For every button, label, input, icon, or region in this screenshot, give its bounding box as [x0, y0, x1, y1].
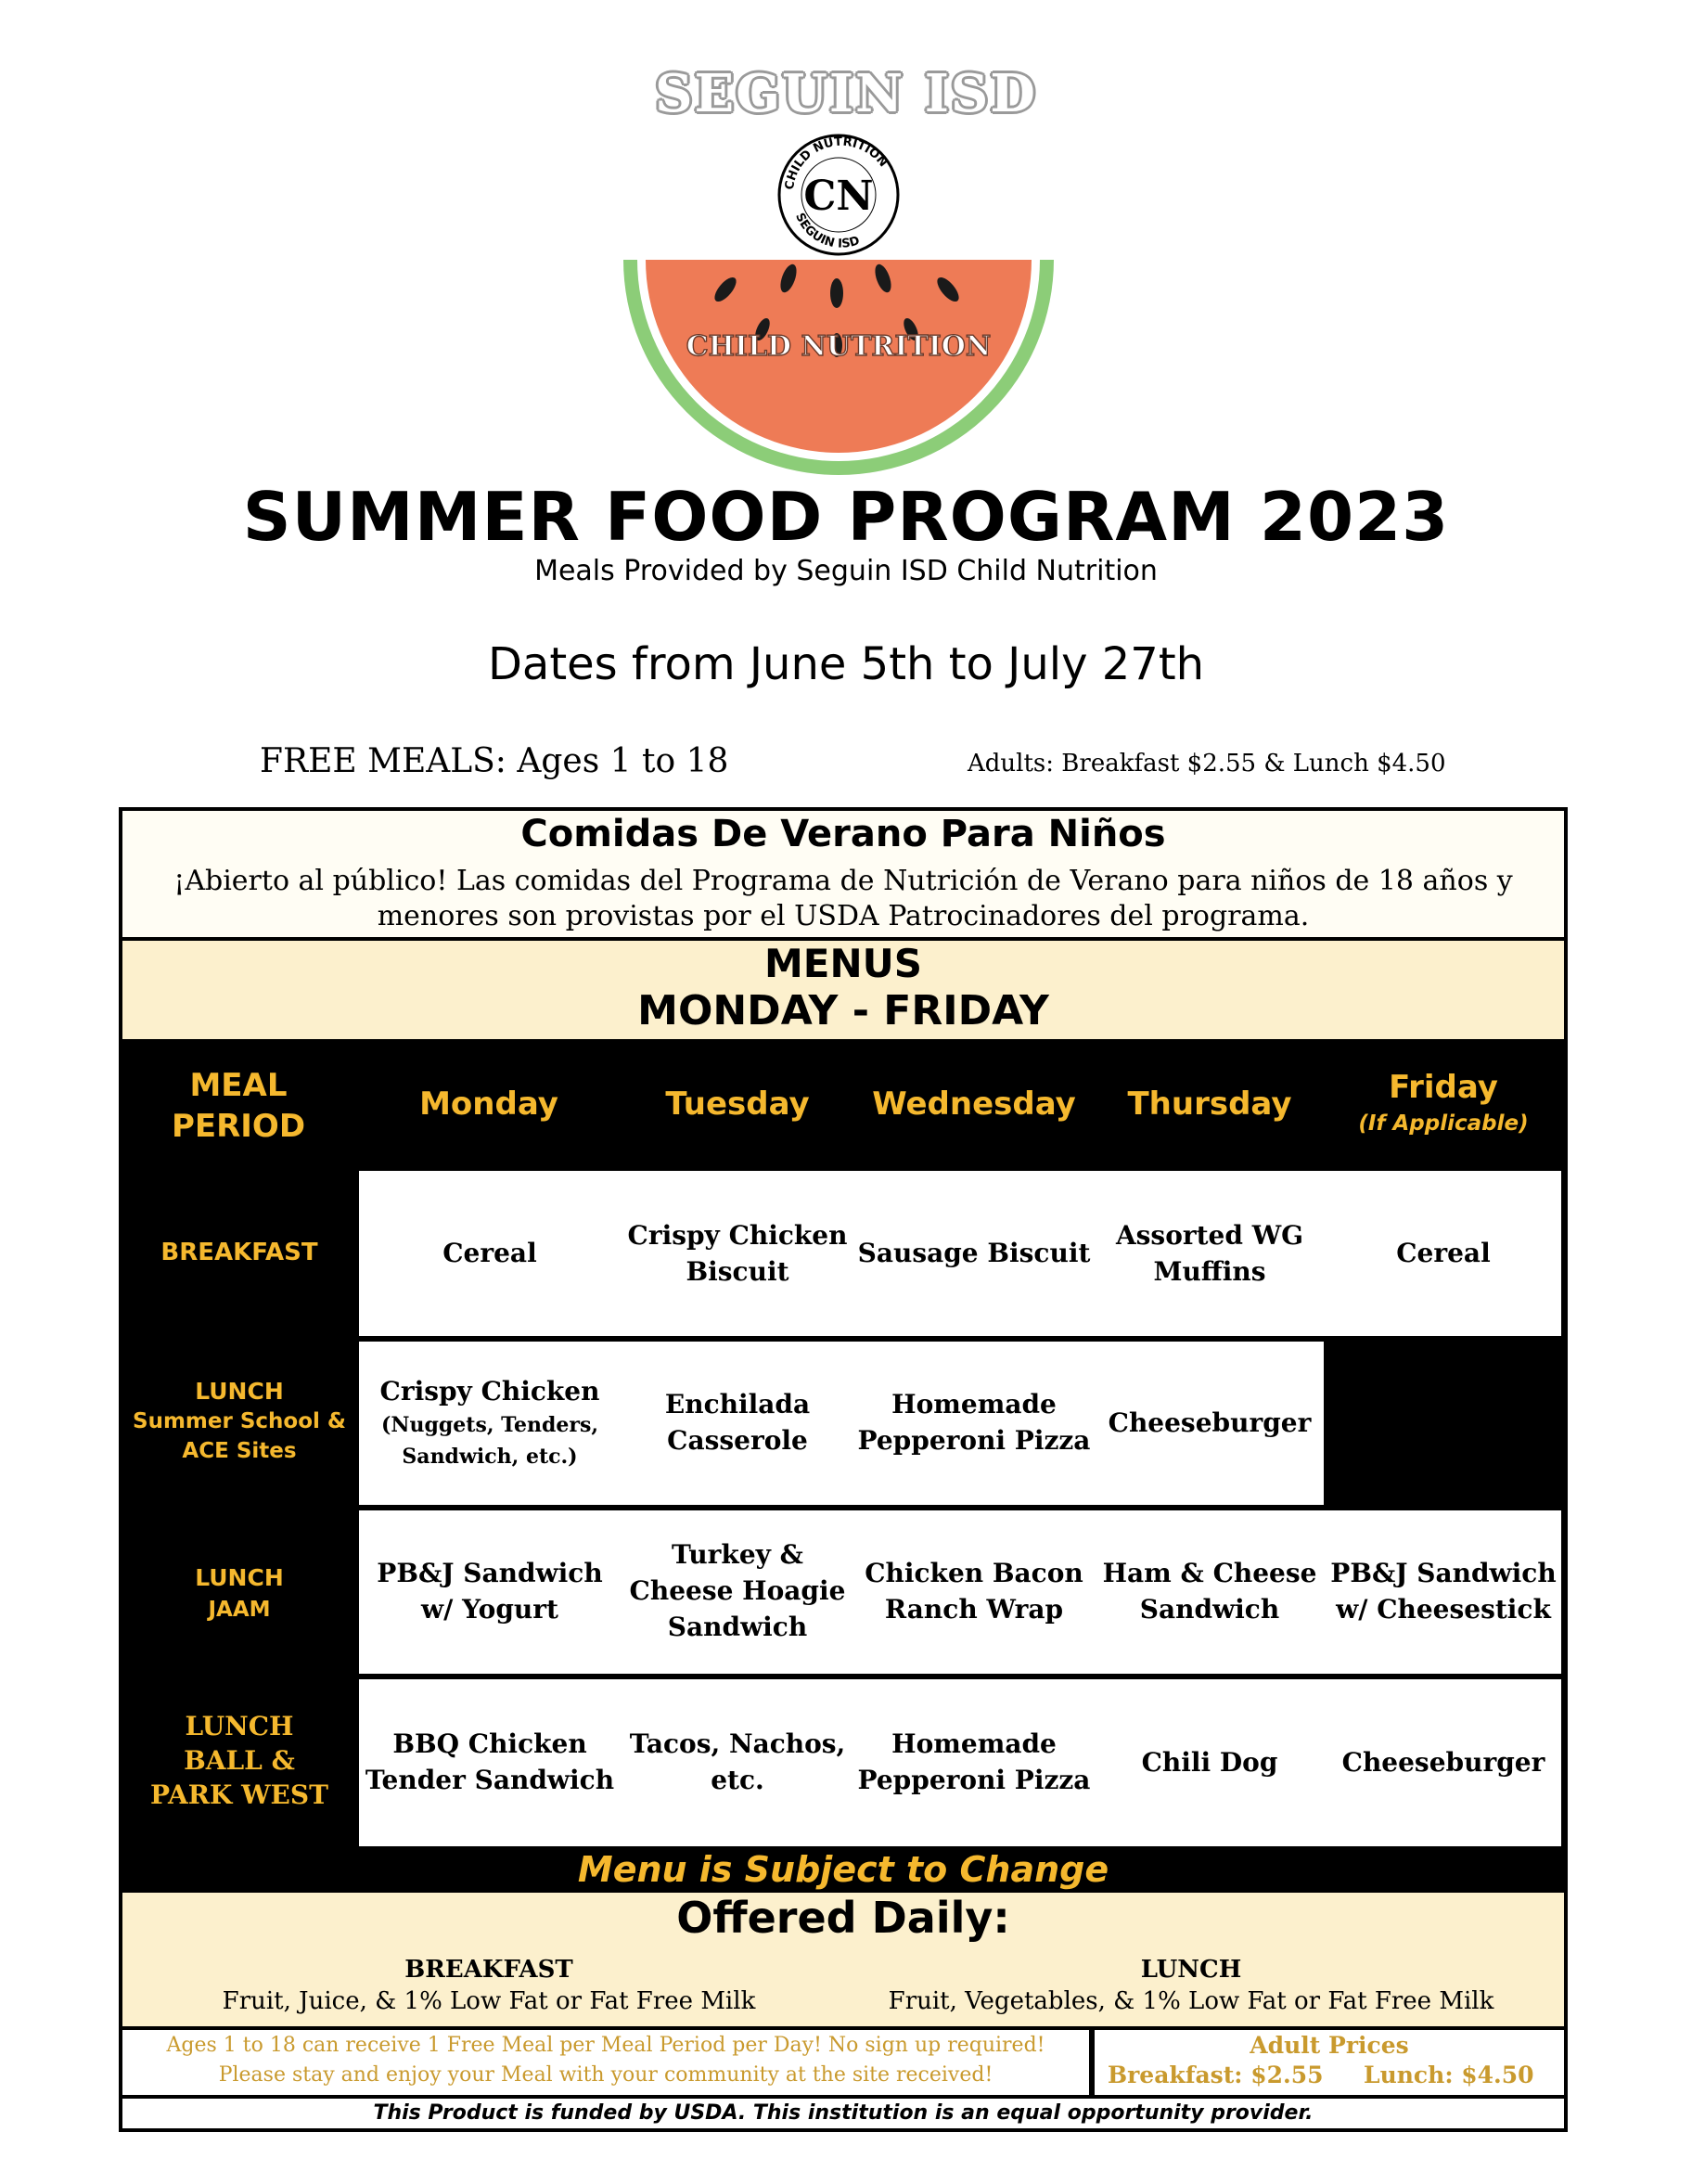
menu-cell: Chili Dog	[1141, 1747, 1278, 1778]
menu-cell: Turkey & Cheese Hoagie Sandwich	[629, 1539, 846, 1642]
brand-title: SEGUIN ISD	[655, 63, 1037, 124]
menu-cell: Homemade Pepperoni Pizza	[857, 1389, 1091, 1456]
badge-bottom-text: SEGUIN ISD	[792, 211, 862, 251]
menu-cell: Cheeseburger	[1341, 1747, 1545, 1778]
menu-cell: Homemade Pepperoni Pizza	[857, 1728, 1091, 1795]
child-nutrition-logo	[0, 0, 1692, 482]
footer-note-line1: Ages 1 to 18 can receive 1 Free Meal per Meal Period per Day! No sign up required!	[166, 2034, 1045, 2057]
menus-title: MENUS	[764, 941, 922, 986]
offered-breakfast-label: BREAKFAST	[404, 1956, 573, 1984]
menu-cell: Cereal	[1396, 1238, 1491, 1268]
watermelon-label: CHILD NUTRITION	[686, 330, 992, 363]
badge-top-text: CHILD NUTRITION	[782, 135, 891, 191]
menu-change-note: Menu is Subject to Change	[577, 1849, 1109, 1890]
menu-cell: Chicken Bacon Ranch Wrap	[865, 1558, 1083, 1625]
offered-lunch-items: Fruit, Vegetables, & 1% Low Fat or Fat Free Milk	[888, 1987, 1494, 2015]
day-header-friday: Friday	[1389, 1069, 1498, 1106]
menus-subtitle: MONDAY - FRIDAY	[637, 987, 1049, 1034]
spanish-line2: menores son provistas por el USDA Patrocinadores del programa.	[377, 900, 1310, 932]
spanish-section	[122, 811, 1564, 941]
adult-prices-box	[1095, 2030, 1564, 2095]
menu-cell: Tacos, Nachos, etc.	[629, 1728, 846, 1795]
adult-prices-note: Adults: Breakfast $2.55 & Lunch $4.50	[968, 750, 1446, 777]
menu-cell: Ham & Cheese Sandwich	[1102, 1558, 1317, 1625]
program-title: SUMMER FOOD PROGRAM 2023	[242, 478, 1450, 556]
menu-cell: PB&J Sandwich w/ Cheesestick	[1330, 1558, 1557, 1625]
free-meals-note: FREE MEALS: Ages 1 to 18	[260, 742, 729, 780]
menus-banner	[122, 941, 1564, 1039]
menu-cell: BBQ Chicken Tender Sandwich	[365, 1728, 615, 1795]
adult-breakfast-price: Breakfast: $2.55	[1108, 2062, 1324, 2088]
program-dates: Dates from June 5th to July 27th	[487, 638, 1205, 690]
menu-cell: Crispy Chicken (Nuggets, Tenders, Sandwich, etc.)	[379, 1376, 600, 1469]
menu-cell: Sausage Biscuit	[857, 1238, 1091, 1268]
row-label-lunch-jaam: LUNCH JAAM	[195, 1564, 284, 1622]
day-header-wednesday: Wednesday	[872, 1086, 1076, 1123]
adult-lunch-price: Lunch: $4.50	[1364, 2062, 1534, 2088]
menu-cell: Cereal	[442, 1238, 537, 1268]
offered-heading: Offered Daily:	[676, 1893, 1010, 1943]
offered-daily-section	[122, 1893, 1564, 2026]
menu-cell: Cheeseburger	[1108, 1407, 1312, 1438]
menu-cell: PB&J Sandwich w/ Yogurt	[377, 1558, 603, 1625]
badge-initials: CN	[803, 173, 874, 220]
row-label-lunch-school: LUNCH Summer School & ACE Sites	[133, 1378, 346, 1463]
friday-note: (If Applicable)	[1358, 1111, 1529, 1136]
offered-lunch-label: LUNCH	[1140, 1956, 1242, 1984]
footer-note-line2: Please stay and enjoy your Meal with your community at the site received!	[218, 2063, 993, 2087]
meal-period-header: MEAL PERIOD	[171, 1067, 306, 1145]
menu-cell: Crispy Chicken Biscuit	[627, 1220, 848, 1287]
spanish-line1: ¡Abierto al público! Las comidas del Programa de Nutrición de Verano para niños de 18 años y	[173, 865, 1513, 897]
day-header-monday: Monday	[419, 1086, 558, 1123]
offered-breakfast-items: Fruit, Juice, & 1% Low Fat or Fat Free Milk	[222, 1987, 756, 2015]
adult-prices-heading: Adult Prices	[1250, 2032, 1409, 2059]
menu-cell: Assorted WG Muffins	[1115, 1220, 1304, 1287]
spanish-heading: Comidas De Verano Para Niños	[520, 813, 1166, 855]
footer-note-box	[122, 2030, 1089, 2095]
row-label-breakfast: BREAKFAST	[160, 1239, 318, 1266]
menu-cell: Enchilada Casserole	[664, 1389, 811, 1456]
day-header-thursday: Thursday	[1127, 1086, 1292, 1123]
row-label-lunch-ball: LUNCH BALL & PARK WEST	[150, 1711, 328, 1810]
usda-statement: This Product is funded by USDA. This institution is an equal opportunity provider.	[122, 2099, 1564, 2128]
program-subtitle: Meals Provided by Seguin ISD Child Nutrition	[534, 555, 1158, 587]
day-header-tuesday: Tuesday	[665, 1086, 810, 1123]
